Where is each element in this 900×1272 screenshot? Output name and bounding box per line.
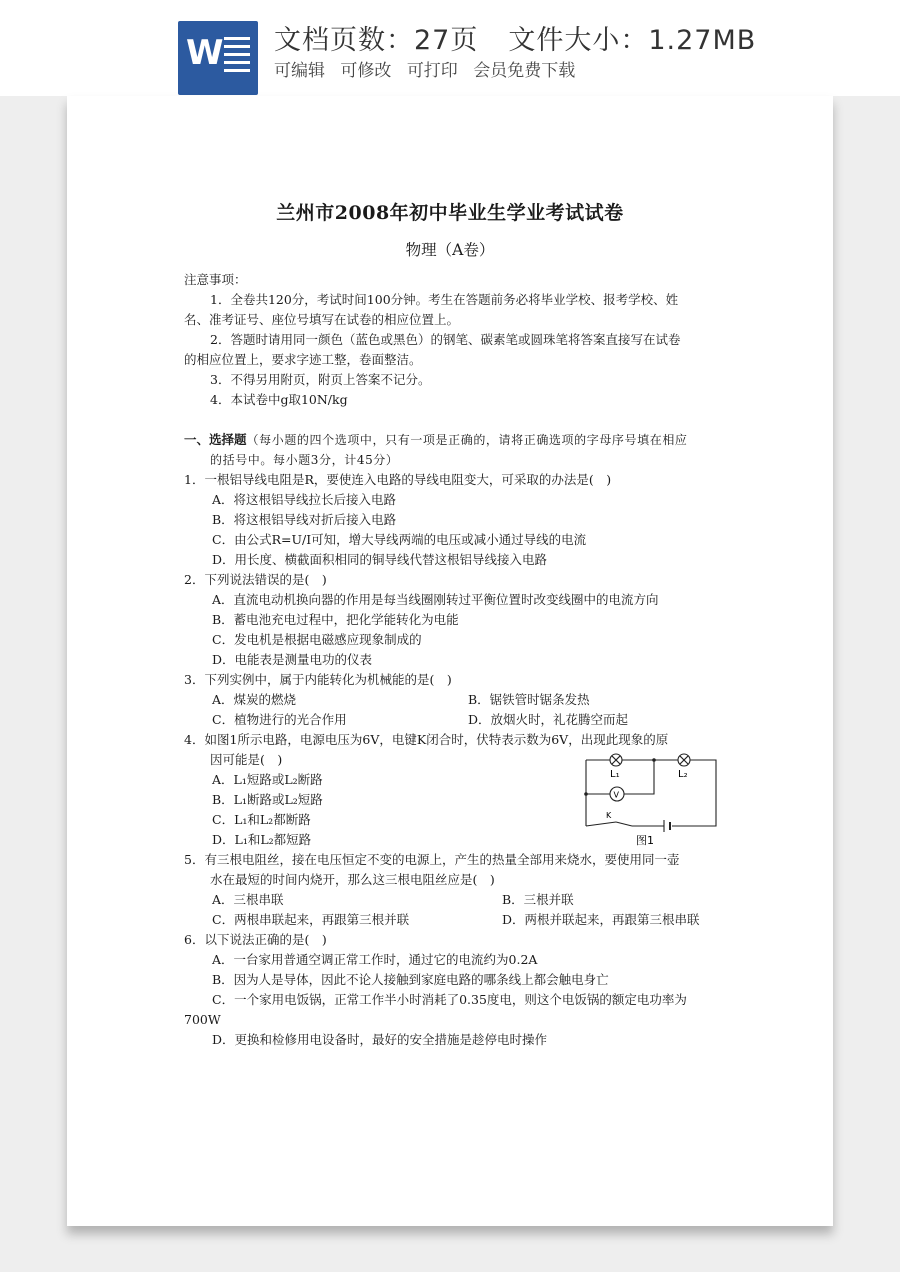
section-heading [184,430,724,450]
feature-member-download: 会员免费下载 [473,61,576,81]
question-1-stem: 1．一根铝导线电阻是R，要使连入电路的导线电阻变大，可采取的办法是( ) [184,472,612,487]
q6-option-d: D．更换和检修用电设备时，最好的安全措施是趁停电时操作 [212,1032,548,1047]
feature-list [274,56,585,81]
question-5-stem-cont: 水在最短的时间内烧开，那么这三根电阻丝应是( ) [210,872,495,887]
section-title: 一、选择题 [184,432,247,447]
feature-editable: 可编辑 [274,61,325,81]
notice-line: 3．不得另用附页，附页上答案不记分。 [210,372,431,387]
q4-option-b: B．L₁断路或L₂短路 [212,792,323,807]
label-l1: L₁ [610,769,620,780]
q3-option-c: C．植物进行的光合作用 [212,712,347,727]
label-l2: L₂ [678,769,688,780]
q5-option-d: D．两根并联起来，再跟第三根串联 [502,912,700,927]
q3-option-b: B．锯铁管时锯条发热 [468,692,590,707]
exam-title: 兰州市2008年初中毕业生学业考试试卷 [276,202,624,224]
notice-heading: 注意事项： [184,272,247,287]
notice-line: 4．本试卷中g取10N/kg [210,392,348,407]
question-6-stem: 6．以下说法正确的是( ) [184,932,327,947]
q3-option-a: A．煤炭的燃烧 [212,692,297,707]
switch-wire [586,822,616,826]
question-4-stem-cont: 因可能是( ) [210,752,283,767]
section-note-cont: 的括号中。每小题3分，计45分） [210,453,399,467]
label-k: K [606,811,612,820]
q2-option-b: B．蓄电池充电过程中，把化学能转化为电能 [212,612,459,627]
question-3-stem: 3．下列实例中，属于内能转化为机械能的是( ) [184,672,452,687]
exam-subtitle: 物理（A卷） [405,241,495,259]
q1-option-c: C．由公式R=U/I可知，增大导线两端的电压或减小通过导线的电流 [212,532,587,547]
q6-option-c-cont: 700W [184,1012,221,1027]
q6-option-b: B．因为人是导体，因此不论人接触到家庭电路的哪条线上都会触电身亡 [212,972,609,987]
notice-line: 的相应位置上，要求字迹工整，卷面整洁。 [184,352,422,367]
q4-option-c: C．L₁和L₂都断路 [212,812,311,827]
q6-option-c: C．一个家用电饭锅，正常工作半小时消耗了0.35度电，则这个电饭锅的额定电功率为 [212,992,687,1007]
q2-option-d: D．电能表是测量电功的仪表 [212,652,373,667]
q3-option-d: D．放烟火时，礼花腾空而起 [468,712,629,727]
q5-option-c: C．两根串联起来，再跟第三根并联 [212,912,410,927]
circuit-diagram-figure-1 [580,748,720,848]
figure-caption: 图1 [636,834,654,847]
q4-option-d: D．L₁和L₂都短路 [212,832,312,847]
question-5-stem: 5．有三根电阻丝，接在电压恒定不变的电源上，产生的热量全部用来烧水，要使用同一壶 [184,852,680,867]
q5-option-a: A．三根串联 [212,892,284,907]
file-size: 文件大小：1.27MB [508,25,757,56]
q1-option-a: A．将这根铝导线拉长后接入电路 [212,492,397,507]
download-banner [0,0,900,96]
section-note: （每小题的四个选项中，只有一项是正确的，请将正确选项的字母序号填在相应 [246,433,688,447]
word-icon-letter: W [186,33,224,73]
notice-line: 名、准考证号、座位号填写在试卷的相应位置上。 [184,312,460,327]
notice-line: 2．答题时请用同一颜色（蓝色或黑色）的钢笔、碳素笔或圆珠笔将答案直接写在试卷 [210,332,681,347]
file-info [274,18,756,57]
feature-printable: 可打印 [406,61,458,81]
wire [624,760,654,794]
question-2-stem: 2．下列说法错误的是( ) [184,572,327,587]
q1-option-d: D．用长度、横截面积相同的铜导线代替这根铝导线接入电路 [212,552,548,567]
q4-option-a: A．L₁短路或L₂断路 [212,772,323,787]
word-icon-lines [224,37,250,77]
question-4-stem: 4．如图1所示电路，电源电压为6V，电键K闭合时，伏特表示数为6V，出现此现象的原 [184,732,669,747]
notice-line: 1．全卷共120分，考试时间100分钟。考生在答题前务必将毕业学校、报考学校、姓 [210,292,679,307]
q1-option-b: B．将这根铝导线对折后接入电路 [212,512,397,527]
word-document-icon [178,21,258,95]
switch-icon [616,822,632,826]
q2-option-c: C．发电机是根据电磁感应现象制成的 [212,632,422,647]
q2-option-a: A．直流电动机换向器的作用是每当线圈刚转过平衡位置时改变线圈中的电流方向 [212,592,659,607]
label-v: V [613,790,619,800]
feature-modifiable: 可修改 [340,61,392,81]
q5-option-b: B．三根并联 [502,892,574,907]
q6-option-a: A．一台家用普通空调正常工作时，通过它的电流约为0.2A [212,952,538,967]
page-count: 文档页数：27页 [274,25,479,56]
